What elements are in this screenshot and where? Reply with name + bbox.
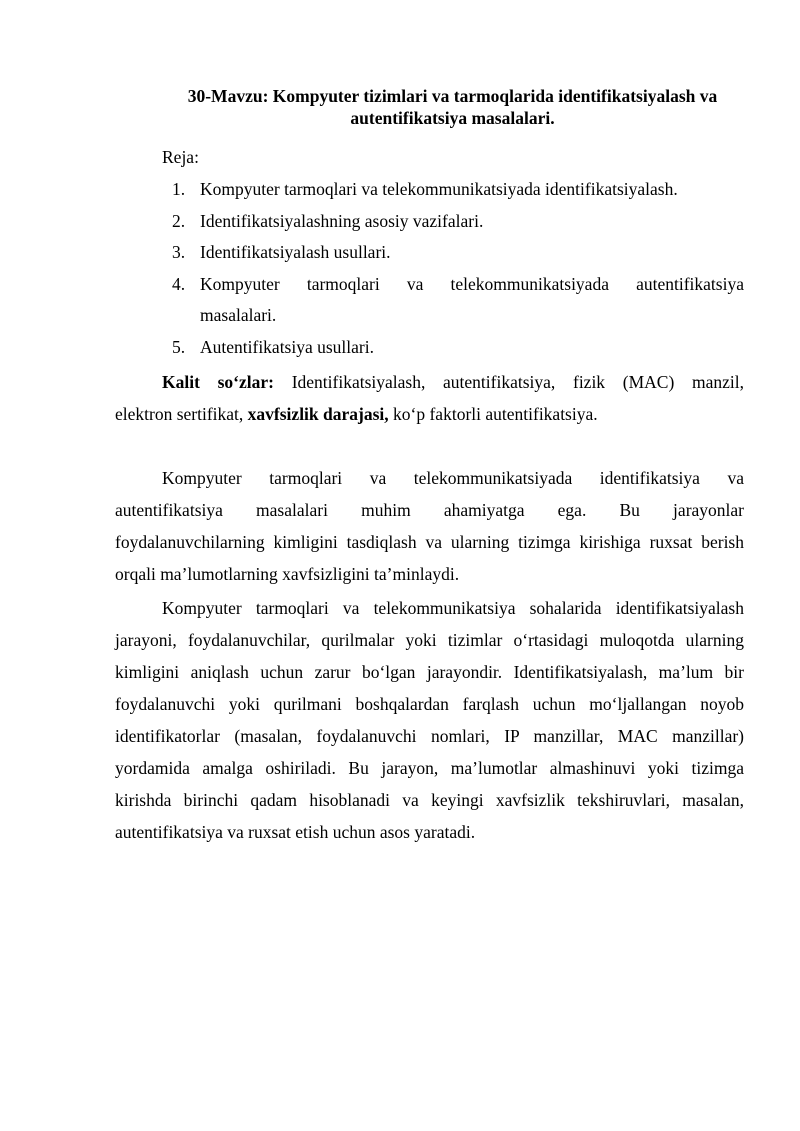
plan-item-text: Autentifikatsiya usullari.: [200, 336, 374, 357]
paragraph-line: yordamida amalga oshiriladi. Bu jarayon, ma’lumotlar almashinuvi yoki tizimga: [115, 758, 744, 778]
body-paragraph-2: [115, 592, 744, 848]
plan-item-text: Kompyuter tarmoqlari va telekommunikatsiyada identifikatsiyalash.: [200, 179, 678, 199]
plan-item: [162, 269, 744, 332]
plan-item: [162, 237, 744, 269]
plan-item-number: 5.: [172, 336, 186, 357]
plan-item: [162, 206, 744, 238]
paragraph-line: kimligini aniqlash uchun zarur bo‘lgan jarayondir. Identifikatsiyalash, ma’lum bir: [115, 662, 744, 682]
plan-item-number: 1.: [172, 179, 186, 199]
plan-item-number: 2.: [172, 210, 186, 231]
keywords-line-1: [115, 366, 744, 398]
paragraph-line-text: Kompyuter tarmoqlari va telekommunikatsiya sohalarida identifikatsiyalash: [162, 598, 744, 618]
title-line-1: 30-Mavzu: Kompyuter tizimlari va tarmoqlarida identifikatsiyalash va: [187, 86, 718, 106]
paragraph-line: [115, 462, 744, 494]
plan-item-text: Identifikatsiyalash usullari.: [200, 242, 391, 262]
paragraph-line: foydalanuvchilarning kimligini tasdiqlash va ularning tizimga kirishiga ruxsat berish: [115, 532, 744, 552]
paragraph-line: [115, 592, 744, 624]
paragraph-line: foydalanuvchi yoki qurilmani boshqalardan farqlash uchun mo‘ljallangan noyob: [115, 694, 744, 714]
keywords-line-2: [115, 398, 744, 430]
plan-heading: Reja:: [162, 147, 199, 167]
plan-item-number: 4.: [172, 273, 186, 294]
keywords-paragraph: [115, 366, 744, 430]
paragraph-line: kirishda birinchi qadam hisoblanadi va keyingi xavfsizlik tekshiruvlari, masalan,: [115, 790, 744, 810]
keywords-label: Kalit so‘zlar:: [162, 372, 274, 392]
paragraph-line: identifikatorlar (masalan, foydalanuvchi nomlari, IP manzillar, MAC manzillar): [115, 726, 744, 746]
plan-item: [162, 174, 744, 206]
title-line-2: autentifikatsiya masalalari.: [350, 108, 555, 128]
keywords-list-part-1: Identifikatsiyalash, autentifikatsiya, fizik (MAC) manzil,: [273, 372, 744, 392]
plan-list: [162, 174, 744, 363]
page-title: [150, 85, 755, 129]
plan-item: [162, 332, 744, 364]
plan-item-text-line-1: Kompyuter tarmoqlari va telekommunikatsiyada autentifikatsiya: [200, 273, 744, 294]
keywords-list-part-2: elektron sertifikat,: [115, 404, 248, 424]
plan-item-number: 3.: [172, 242, 186, 262]
plan-item-text: Identifikatsiyalashning asosiy vazifalari.: [200, 210, 484, 231]
keywords-bold-term: xavfsizlik darajasi,: [247, 404, 389, 424]
paragraph-line-text: Kompyuter tarmoqlari va telekommunikatsiyada identifikatsiya va: [162, 468, 744, 488]
paragraph-line: jarayoni, foydalanuvchilar, qurilmalar yoki tizimlar o‘rtasidagi muloqotda ularning: [115, 630, 744, 650]
body-paragraph-1: [115, 462, 744, 590]
paragraph-line: orqali ma’lumotlarning xavfsizligini ta’minlaydi.: [115, 564, 460, 584]
paragraph-line: autentifikatsiya masalalari muhim ahamiyatga ega. Bu jarayonlar: [115, 500, 744, 520]
plan-item-text-line-2: masalalari.: [200, 305, 277, 325]
keywords-list-part-3: ko‘p faktorli autentifikatsiya.: [388, 404, 598, 424]
paragraph-line: autentifikatsiya va ruxsat etish uchun asos yaratadi.: [115, 822, 476, 842]
